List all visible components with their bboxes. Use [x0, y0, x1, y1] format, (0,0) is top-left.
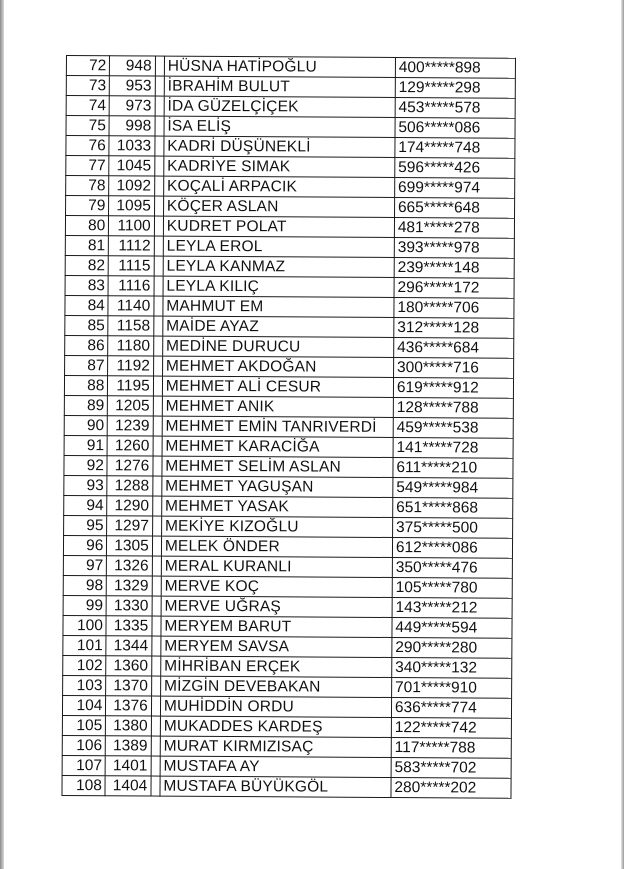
- row-number-cell: 97: [63, 555, 106, 575]
- table-row: [66, 196, 515, 219]
- spacer-cell: [155, 116, 164, 136]
- full-name-cell: MEHMET SELİM ASLAN: [162, 456, 393, 477]
- record-id-cell: 1045: [109, 156, 155, 176]
- row-number-cell: 81: [65, 235, 108, 255]
- table-row: [63, 655, 512, 678]
- full-name-cell: MEHMET AKDOĞAN: [162, 356, 393, 377]
- full-name-cell: KUDRET POLAT: [163, 216, 394, 237]
- full-name-cell: LEYLA KANMAZ: [163, 256, 394, 277]
- record-id-cell: 1288: [107, 476, 153, 496]
- masked-id-number-cell: 340*****132: [392, 658, 512, 679]
- spacer-cell: [153, 396, 162, 416]
- table-row: [66, 136, 515, 159]
- record-id-cell: 1205: [108, 396, 154, 416]
- spacer-cell: [153, 356, 162, 376]
- record-id-cell: 1260: [107, 436, 153, 456]
- table-row: [65, 216, 514, 239]
- full-name-cell: MEHMET YAGUŞAN: [162, 476, 393, 497]
- name-list-body: [62, 56, 516, 799]
- record-id-cell: 1330: [106, 596, 152, 616]
- spacer-cell: [153, 476, 162, 496]
- row-number-cell: 98: [63, 575, 106, 595]
- spacer-cell: [154, 316, 163, 336]
- spacer-cell: [151, 676, 160, 696]
- record-id-cell: 973: [110, 96, 156, 116]
- row-number-cell: 99: [63, 595, 106, 615]
- row-number-cell: 101: [63, 635, 106, 655]
- masked-id-number-cell: 481*****278: [394, 218, 514, 239]
- full-name-cell: KADRİ DÜŞÜNEKLİ: [164, 136, 395, 157]
- row-number-cell: 107: [62, 755, 105, 775]
- record-id-cell: 1112: [109, 236, 155, 256]
- full-name-cell: MUSTAFA AY: [160, 756, 391, 777]
- row-number-cell: 90: [64, 415, 107, 435]
- record-id-cell: 998: [109, 116, 155, 136]
- masked-id-number-cell: 117*****788: [391, 737, 511, 758]
- full-name-cell: HÜSNA HATİPOĞLU: [164, 56, 395, 77]
- table-row: [63, 675, 512, 698]
- table-row: [64, 395, 513, 418]
- full-name-cell: MUSTAFA BÜYÜKGÖL: [160, 776, 391, 797]
- row-number-cell: 94: [64, 495, 107, 515]
- table-row: [64, 495, 513, 518]
- masked-id-number-cell: 105*****780: [392, 578, 512, 599]
- spacer-cell: [153, 416, 162, 436]
- masked-id-number-cell: 174*****748: [395, 138, 515, 159]
- masked-id-number-cell: 549*****984: [393, 478, 513, 499]
- spacer-cell: [155, 56, 164, 76]
- table-row: [66, 116, 515, 139]
- full-name-cell: MERYEM BARUT: [161, 616, 392, 637]
- masked-id-number-cell: 300*****716: [393, 358, 513, 379]
- record-id-cell: 1380: [106, 716, 152, 736]
- record-id-cell: 1335: [106, 616, 152, 636]
- spacer-cell: [152, 576, 161, 596]
- full-name-cell: MEHMET KARACİĞA: [162, 436, 393, 457]
- full-name-cell: MERYEM SAVSA: [161, 636, 392, 657]
- record-id-cell: 948: [110, 56, 156, 76]
- full-name-cell: LEYLA EROL: [163, 236, 394, 257]
- row-number-cell: 79: [66, 196, 109, 216]
- table-row: [64, 455, 513, 478]
- spacer-cell: [152, 516, 161, 536]
- masked-id-number-cell: 141*****728: [393, 438, 513, 459]
- record-id-cell: 1360: [106, 656, 152, 676]
- spacer-cell: [151, 776, 160, 796]
- full-name-cell: MUHİDDİN ORDU: [160, 696, 391, 717]
- masked-id-number-cell: 143*****212: [392, 598, 512, 619]
- masked-id-number-cell: 239*****148: [394, 258, 514, 279]
- table-row: [64, 435, 513, 458]
- spacer-cell: [154, 276, 163, 296]
- masked-id-number-cell: 375*****500: [392, 518, 512, 539]
- spacer-cell: [155, 96, 164, 116]
- masked-id-number-cell: 583*****702: [391, 757, 511, 778]
- spacer-cell: [154, 256, 163, 276]
- masked-id-number-cell: 280*****202: [391, 777, 511, 798]
- masked-id-number-cell: 596*****426: [395, 158, 515, 179]
- row-number-cell: 76: [66, 136, 109, 156]
- record-id-cell: 1239: [108, 416, 154, 436]
- masked-id-number-cell: 350*****476: [392, 558, 512, 579]
- record-id-cell: 1404: [105, 776, 151, 796]
- spacer-cell: [151, 736, 160, 756]
- masked-id-number-cell: 636*****774: [391, 698, 511, 719]
- row-number-cell: 100: [63, 615, 106, 635]
- table-row: [62, 775, 511, 798]
- row-number-cell: 73: [66, 76, 109, 96]
- row-number-cell: 102: [63, 655, 106, 675]
- table-row: [66, 176, 515, 199]
- masked-id-number-cell: 453*****578: [395, 98, 515, 119]
- masked-id-number-cell: 665*****648: [394, 198, 514, 219]
- table-row: [63, 595, 512, 618]
- row-number-cell: 105: [62, 715, 105, 735]
- record-id-cell: 1329: [107, 576, 153, 596]
- masked-id-number-cell: 459*****538: [393, 418, 513, 439]
- masked-id-number-cell: 506*****086: [395, 118, 515, 139]
- table-row: [66, 96, 515, 119]
- record-id-cell: 1158: [108, 316, 154, 336]
- full-name-cell: MEHMET ANIK: [162, 396, 393, 417]
- row-number-cell: 85: [65, 315, 108, 335]
- record-id-cell: 1326: [107, 556, 153, 576]
- row-number-cell: 93: [64, 475, 107, 495]
- table-row: [63, 575, 512, 598]
- record-id-cell: 1376: [106, 696, 152, 716]
- masked-id-number-cell: 122*****742: [391, 717, 511, 738]
- spacer-cell: [151, 656, 160, 676]
- row-number-cell: 104: [62, 695, 105, 715]
- table-row: [65, 275, 514, 298]
- spacer-cell: [151, 756, 160, 776]
- row-number-cell: 108: [62, 775, 105, 795]
- full-name-cell: MUKADDES KARDEŞ: [160, 716, 391, 737]
- row-number-cell: 91: [64, 435, 107, 455]
- masked-id-number-cell: 651*****868: [393, 498, 513, 519]
- spacer-cell: [154, 236, 163, 256]
- table-row: [65, 295, 514, 318]
- record-id-cell: 1344: [106, 636, 152, 656]
- table-row: [63, 615, 512, 638]
- row-number-cell: 103: [63, 675, 106, 695]
- row-number-cell: 95: [64, 515, 107, 535]
- record-id-cell: 1195: [108, 376, 154, 396]
- full-name-cell: MAİDE AYAZ: [163, 316, 394, 337]
- row-number-cell: 74: [66, 96, 109, 116]
- full-name-cell: MAHMUT EM: [163, 296, 394, 317]
- masked-id-number-cell: 400*****898: [395, 58, 515, 79]
- masked-id-number-cell: 701*****910: [391, 678, 511, 699]
- table-row: [64, 515, 513, 538]
- spacer-cell: [155, 76, 164, 96]
- full-name-cell: MİHRİBAN ERÇEK: [161, 656, 392, 677]
- masked-id-number-cell: 612*****086: [392, 538, 512, 559]
- name-list-table: [61, 55, 516, 799]
- spacer-cell: [152, 636, 161, 656]
- table-row: [64, 475, 513, 498]
- masked-id-number-cell: 619*****912: [393, 378, 513, 399]
- full-name-cell: MERVE UĞRAŞ: [161, 596, 392, 617]
- spacer-cell: [155, 136, 164, 156]
- table-row: [62, 715, 511, 738]
- record-id-cell: 1297: [107, 516, 153, 536]
- masked-id-number-cell: 699*****974: [395, 178, 515, 199]
- spacer-cell: [152, 536, 161, 556]
- table-row: [65, 335, 514, 358]
- table-row: [63, 555, 512, 578]
- full-name-cell: LEYLA KILIÇ: [163, 276, 394, 297]
- row-number-cell: 82: [65, 255, 108, 275]
- record-id-cell: 1140: [108, 296, 154, 316]
- spacer-cell: [152, 556, 161, 576]
- record-id-cell: 1116: [108, 276, 154, 296]
- table-row: [65, 355, 514, 378]
- table-row: [63, 535, 512, 558]
- full-name-cell: İSA ELİŞ: [164, 116, 395, 137]
- record-id-cell: 1305: [107, 536, 153, 556]
- table-row: [62, 735, 511, 758]
- row-number-cell: 96: [63, 535, 106, 555]
- spacer-cell: [154, 196, 163, 216]
- row-number-cell: 106: [62, 735, 105, 755]
- spacer-cell: [153, 376, 162, 396]
- masked-id-number-cell: 180*****706: [394, 298, 514, 319]
- record-id-cell: 1100: [109, 216, 155, 236]
- row-number-cell: 86: [65, 335, 108, 355]
- spacer-cell: [154, 216, 163, 236]
- masked-id-number-cell: 393*****978: [394, 238, 514, 259]
- table-row: [66, 76, 515, 99]
- full-name-cell: İDA GÜZELÇİÇEK: [164, 96, 395, 117]
- spacer-cell: [152, 496, 161, 516]
- full-name-cell: MEDİNE DURUCU: [163, 336, 394, 357]
- row-number-cell: 88: [64, 375, 107, 395]
- table-row: [64, 375, 513, 398]
- row-number-cell: 87: [65, 355, 108, 375]
- record-id-cell: 1092: [109, 176, 155, 196]
- record-id-cell: 1033: [109, 136, 155, 156]
- spacer-cell: [154, 296, 163, 316]
- table-row: [65, 315, 514, 338]
- record-id-cell: 1290: [107, 496, 153, 516]
- full-name-cell: MERVE KOÇ: [161, 576, 392, 597]
- row-number-cell: 75: [66, 116, 109, 136]
- table-row: [66, 156, 515, 179]
- record-id-cell: 1276: [107, 456, 153, 476]
- spacer-cell: [155, 156, 164, 176]
- table-row: [66, 56, 515, 79]
- masked-id-number-cell: 296*****172: [394, 278, 514, 299]
- table-row: [62, 755, 511, 778]
- table-row: [63, 635, 512, 658]
- row-number-cell: 77: [66, 156, 109, 176]
- record-id-cell: 1389: [106, 736, 152, 756]
- row-number-cell: 78: [66, 176, 109, 196]
- spacer-cell: [151, 716, 160, 736]
- row-number-cell: 80: [65, 216, 108, 236]
- full-name-cell: İBRAHİM BULUT: [164, 76, 395, 97]
- table-row: [65, 235, 514, 258]
- full-name-cell: MEKİYE KIZOĞLU: [161, 516, 392, 537]
- record-id-cell: 953: [110, 76, 156, 96]
- spacer-cell: [153, 436, 162, 456]
- masked-id-number-cell: 129*****298: [395, 78, 515, 99]
- full-name-cell: MİZGİN DEVEBAKAN: [160, 676, 391, 697]
- full-name-cell: MURAT KIRMIZISAÇ: [160, 736, 391, 757]
- spacer-cell: [154, 176, 163, 196]
- spacer-cell: [151, 696, 160, 716]
- record-id-cell: 1115: [109, 256, 155, 276]
- table-row: [62, 695, 511, 718]
- spacer-cell: [153, 456, 162, 476]
- record-id-cell: 1401: [105, 756, 151, 776]
- full-name-cell: MEHMET YASAK: [162, 496, 393, 517]
- masked-id-number-cell: 290*****280: [392, 638, 512, 659]
- record-id-cell: 1095: [109, 196, 155, 216]
- table-row: [64, 415, 513, 438]
- spacer-cell: [152, 616, 161, 636]
- masked-id-number-cell: 312*****128: [394, 318, 514, 339]
- full-name-cell: KOÇALİ ARPACIK: [163, 176, 394, 197]
- row-number-cell: 72: [66, 56, 109, 76]
- full-name-cell: MERAL KURANLI: [161, 556, 392, 577]
- table-row: [65, 255, 514, 278]
- masked-id-number-cell: 611*****210: [393, 458, 513, 479]
- full-name-cell: MEHMET EMİN TANRIVERDİ: [162, 416, 393, 437]
- spacer-cell: [153, 336, 162, 356]
- record-id-cell: 1180: [108, 336, 154, 356]
- masked-id-number-cell: 449*****594: [392, 618, 512, 639]
- full-name-cell: MELEK ÖNDER: [161, 536, 392, 557]
- record-id-cell: 1370: [106, 676, 152, 696]
- row-number-cell: 89: [64, 395, 107, 415]
- record-id-cell: 1192: [108, 356, 154, 376]
- spacer-cell: [152, 596, 161, 616]
- full-name-cell: KÖÇER ASLAN: [163, 196, 394, 217]
- masked-id-number-cell: 436*****684: [394, 338, 514, 359]
- row-number-cell: 83: [65, 275, 108, 295]
- masked-id-number-cell: 128*****788: [393, 398, 513, 419]
- full-name-cell: KADRİYE SIMAK: [164, 156, 395, 177]
- row-number-cell: 92: [64, 455, 107, 475]
- full-name-cell: MEHMET ALİ CESUR: [162, 376, 393, 397]
- row-number-cell: 84: [65, 295, 108, 315]
